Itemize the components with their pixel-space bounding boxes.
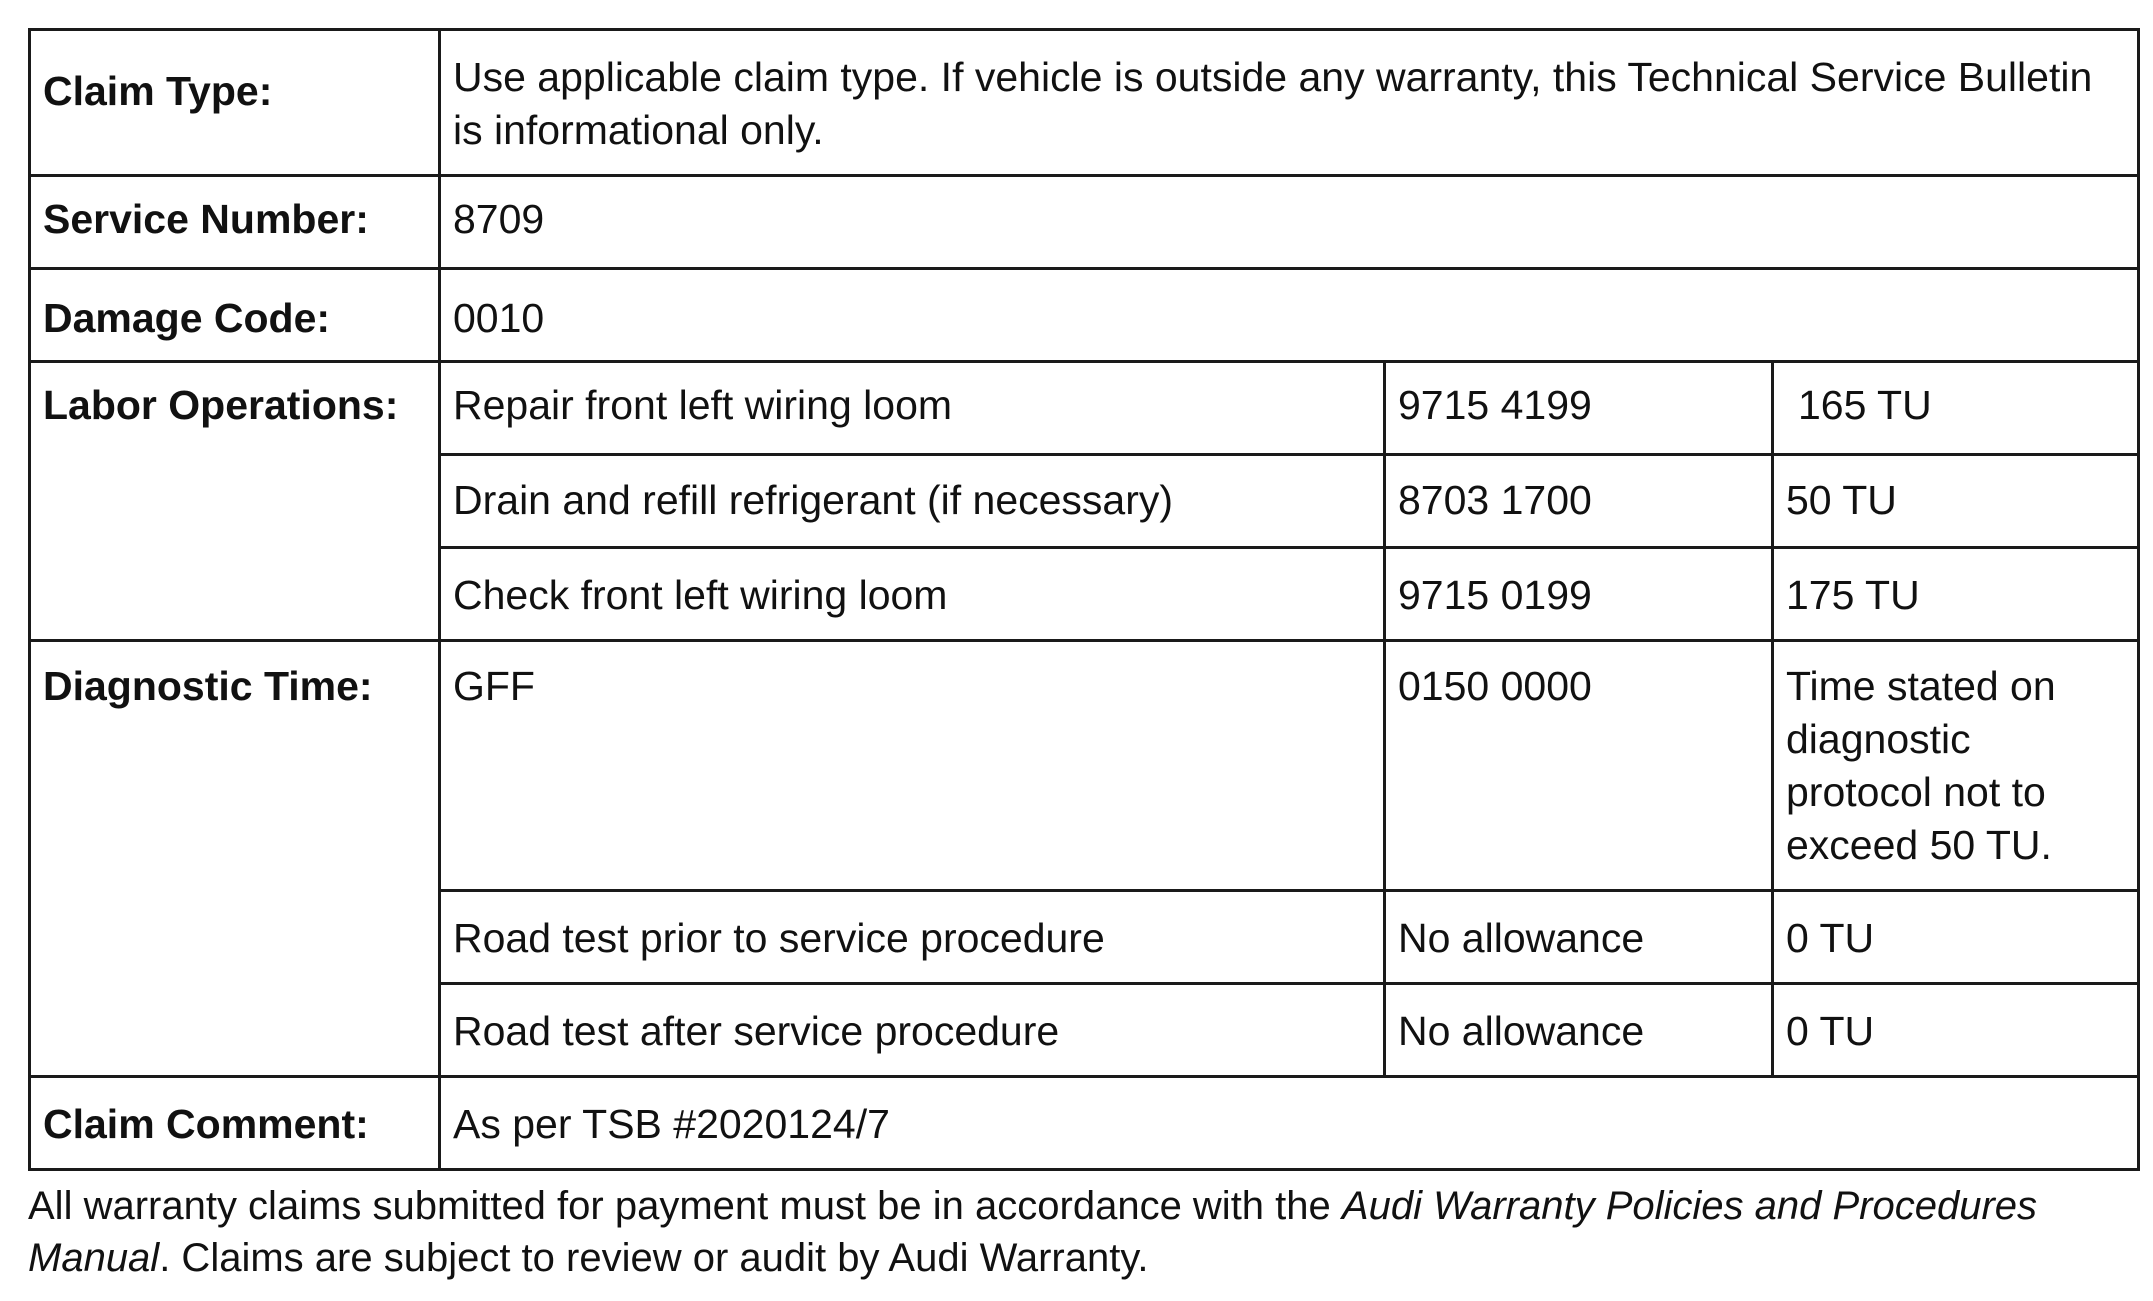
damage-code-value: 0010 — [440, 269, 2139, 362]
labor-operation-time: 50 TU — [1773, 455, 2139, 548]
labor-operation-code: 8703 1700 — [1385, 455, 1773, 548]
diagnostic-description: GFF — [440, 641, 1385, 891]
service-number-label: Service Number: — [30, 176, 440, 269]
labor-operation-description: Check front left wiring loom — [440, 548, 1385, 641]
labor-operation-row — [30, 362, 2139, 455]
labor-operations-label: Labor Operations: — [30, 362, 440, 641]
diagnostic-time-label: Diagnostic Time: — [30, 641, 440, 1077]
diagnostic-time-note: 0 TU — [1773, 891, 2139, 984]
labor-operation-description: Drain and refill refrigerant (if necessary) — [440, 455, 1385, 548]
diagnostic-description: Road test prior to service procedure — [440, 891, 1385, 984]
diagnostic-time-note: Time stated on diagnostic protocol not to exceed 50 TU. — [1773, 641, 2139, 891]
damage-code-label: Damage Code: — [30, 269, 440, 362]
labor-operation-description: Repair front left wiring loom — [440, 362, 1385, 455]
warranty-manual-title: Audi Warranty Policies and Procedures Manual — [28, 1184, 2038, 1280]
diagnostic-description: Road test after service procedure — [440, 984, 1385, 1077]
service-number-row — [30, 176, 2139, 269]
warranty-claim-table — [28, 28, 2140, 1171]
diagnostic-code: No allowance — [1385, 891, 1773, 984]
labor-operation-time: 165 TU — [1773, 362, 2139, 455]
diagnostic-code: 0150 0000 — [1385, 641, 1773, 891]
footer-text-after: . Claims are subject to review or audit by Audi Warranty. — [159, 1236, 1149, 1280]
claim-comment-value: As per TSB #2020124/7 — [440, 1077, 2139, 1170]
claim-comment-label: Claim Comment: — [30, 1077, 440, 1170]
claim-type-row — [30, 30, 2139, 176]
labor-operation-code: 9715 4199 — [1385, 362, 1773, 455]
labor-operation-time: 175 TU — [1773, 548, 2139, 641]
labor-operation-code: 9715 0199 — [1385, 548, 1773, 641]
footer-text-before: All warranty claims submitted for payment must be in accordance with the — [28, 1184, 1342, 1228]
diagnostic-code: No allowance — [1385, 984, 1773, 1077]
service-number-value: 8709 — [440, 176, 2139, 269]
damage-code-row — [30, 269, 2139, 362]
claim-type-label: Claim Type: — [30, 30, 440, 176]
claim-type-value: Use applicable claim type. If vehicle is outside any warranty, this Technical Service Bulletin is informational only. — [440, 30, 2139, 176]
claim-comment-row — [30, 1077, 2139, 1170]
diagnostic-time-row — [30, 641, 2139, 891]
warranty-footer-note — [28, 1180, 2137, 1284]
diagnostic-time-note: 0 TU — [1773, 984, 2139, 1077]
